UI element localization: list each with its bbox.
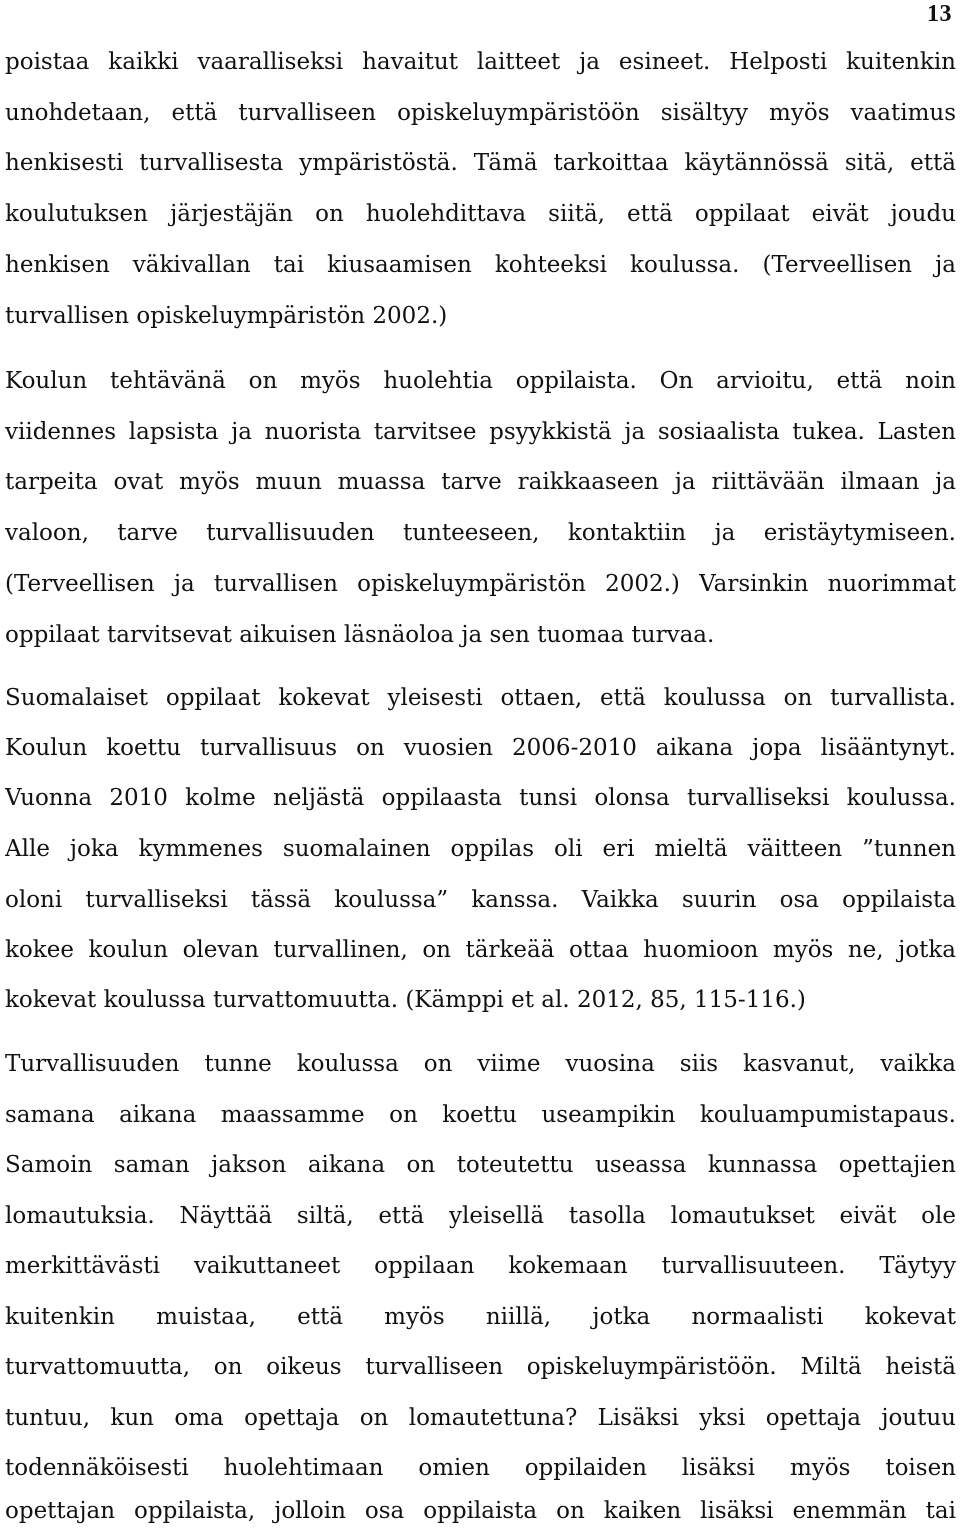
text-line: opettajan oppilaista, jolloin osa oppilaista on kaiken lisäksi enemmän tai — [5, 1498, 956, 1524]
text-line: Suomalaiset oppilaat kokevat yleisesti ottaen, että koulussa on turvallista. — [5, 685, 956, 711]
text-line: kokevat koulussa turvattomuutta. (Kämppi et al. 2012, 85, 115-116.) — [5, 987, 806, 1013]
text-line: kokee koulun olevan turvallinen, on tärkeää ottaa huomioon myös ne, jotka — [5, 937, 956, 963]
text-line: turvattomuutta, on oikeus turvalliseen opiskeluympäristöön. Miltä heistä — [5, 1354, 956, 1380]
text-line: samana aikana maassamme on koettu useampikin kouluampumistapaus. — [5, 1102, 956, 1128]
text-line: kuitenkin muistaa, että myös niillä, jotka normaalisti kokevat — [5, 1304, 956, 1330]
text-line: henkisen väkivallan tai kiusaamisen kohteeksi koulussa. (Terveellisen ja — [5, 252, 956, 278]
text-line: tuntuu, kun oma opettaja on lomautettuna? Lisäksi yksi opettaja joutuu — [5, 1405, 956, 1431]
text-line: Koulun tehtävänä on myös huolehtia oppilaista. On arvioitu, että noin — [5, 368, 956, 394]
text-line: (Terveellisen ja turvallisen opiskeluympäristön 2002.) Varsinkin nuorimmat — [5, 571, 956, 597]
text-line: todennäköisesti huolehtimaan omien oppilaiden lisäksi myös toisen — [5, 1455, 956, 1481]
text-line: henkisesti turvallisesta ympäristöstä. Tämä tarkoittaa käytännössä sitä, että — [5, 150, 956, 176]
text-line: koulutuksen järjestäjän on huolehdittava siitä, että oppilaat eivät joudu — [5, 201, 956, 227]
text-line: merkittävästi vaikuttaneet oppilaan kokemaan turvallisuuteen. Täytyy — [5, 1253, 956, 1279]
text-line: turvallisen opiskeluympäristön 2002.) — [5, 303, 448, 329]
text-line: Turvallisuuden tunne koulussa on viime vuosina siis kasvanut, vaikka — [5, 1051, 956, 1077]
text-line: valoon, tarve turvallisuuden tunteeseen, kontaktiin ja eristäytymiseen. — [5, 520, 956, 546]
text-line: Samoin saman jakson aikana on toteutettu useassa kunnassa opettajien — [5, 1152, 956, 1178]
text-line: oloni turvalliseksi tässä koulussa” kanssa. Vaikka suurin osa oppilaista — [5, 887, 956, 913]
text-line: unohdetaan, että turvalliseen opiskeluympäristöön sisältyy myös vaatimus — [5, 100, 956, 126]
text-line: Koulun koettu turvallisuus on vuosien 2006-2010 aikana jopa lisääntynyt. — [5, 735, 956, 761]
text-line: Vuonna 2010 kolme neljästä oppilaasta tunsi olonsa turvalliseksi koulussa. — [5, 785, 956, 811]
text-line: oppilaat tarvitsevat aikuisen läsnäoloa ja sen tuomaa turvaa. — [5, 622, 715, 648]
text-line: poistaa kaikki vaaralliseksi havaitut laitteet ja esineet. Helposti kuitenkin — [5, 49, 956, 75]
text-line: Alle joka kymmenes suomalainen oppilas oli eri mieltä väitteen ”tunnen — [5, 836, 956, 862]
text-line: tarpeita ovat myös muun muassa tarve raikkaaseen ja riittävään ilmaan ja — [5, 469, 956, 495]
page-number: 13 — [927, 1, 952, 27]
text-line: viidennes lapsista ja nuorista tarvitsee psyykkistä ja sosiaalista tukea. Lasten — [5, 419, 956, 445]
text-line: lomautuksia. Näyttää siltä, että yleisellä tasolla lomautukset eivät ole — [5, 1203, 956, 1229]
